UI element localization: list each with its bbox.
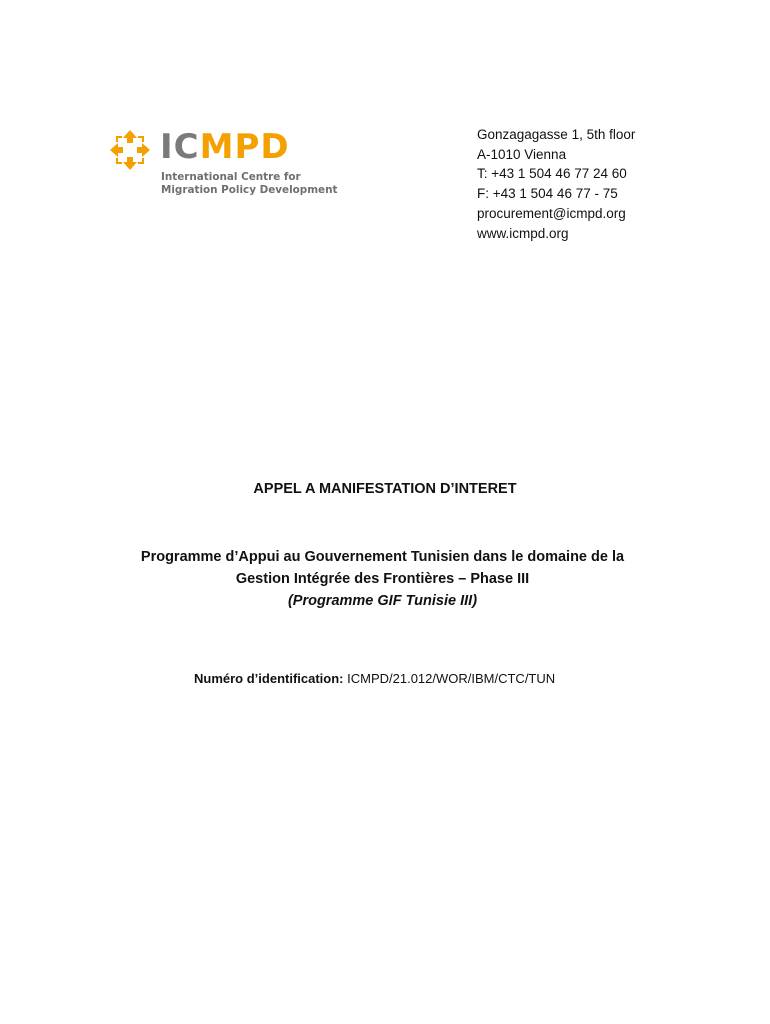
logo-subtitle-line-1: International Centre for — [161, 171, 301, 183]
logo-word-mpd: MPD — [199, 127, 290, 167]
identification-value: ICMPD/21.012/WOR/IBM/CTC/TUN — [347, 671, 556, 686]
address-city: A-1010 Vienna — [477, 146, 567, 162]
document-subtitle — [100, 546, 665, 612]
address-email: procurement@icmpd.org — [477, 205, 626, 221]
address-fax: F: +43 1 504 46 77 - 75 — [477, 186, 618, 202]
arrows-cross-logo-icon — [108, 128, 152, 172]
address-phone: T: +43 1 504 46 77 24 60 — [477, 166, 627, 182]
identification-label: Numéro d’identification: — [194, 671, 344, 686]
address-street: Gonzagagasse 1, 5th floor — [477, 127, 636, 142]
icmpd-logo — [104, 124, 338, 200]
logo-subtitle — [161, 171, 337, 197]
logo-subtitle-line-2: Migration Policy Development — [161, 184, 338, 196]
subtitle-line-2: Gestion Intégrée des Frontières – Phase III — [235, 571, 530, 587]
subtitle-line-1: Programme d’Appui au Gouvernement Tunisien dans le domaine de la — [140, 549, 625, 565]
address-block — [477, 125, 635, 243]
identification-number — [194, 671, 555, 686]
address-website: www.icmpd.org — [477, 225, 569, 241]
logo-wordmark — [160, 127, 290, 167]
logo-word-ic: IC — [160, 127, 200, 167]
programme-name: (Programme GIF Tunisie III) — [287, 593, 478, 609]
document-title: APPEL A MANIFESTATION D’INTERET — [253, 481, 517, 497]
